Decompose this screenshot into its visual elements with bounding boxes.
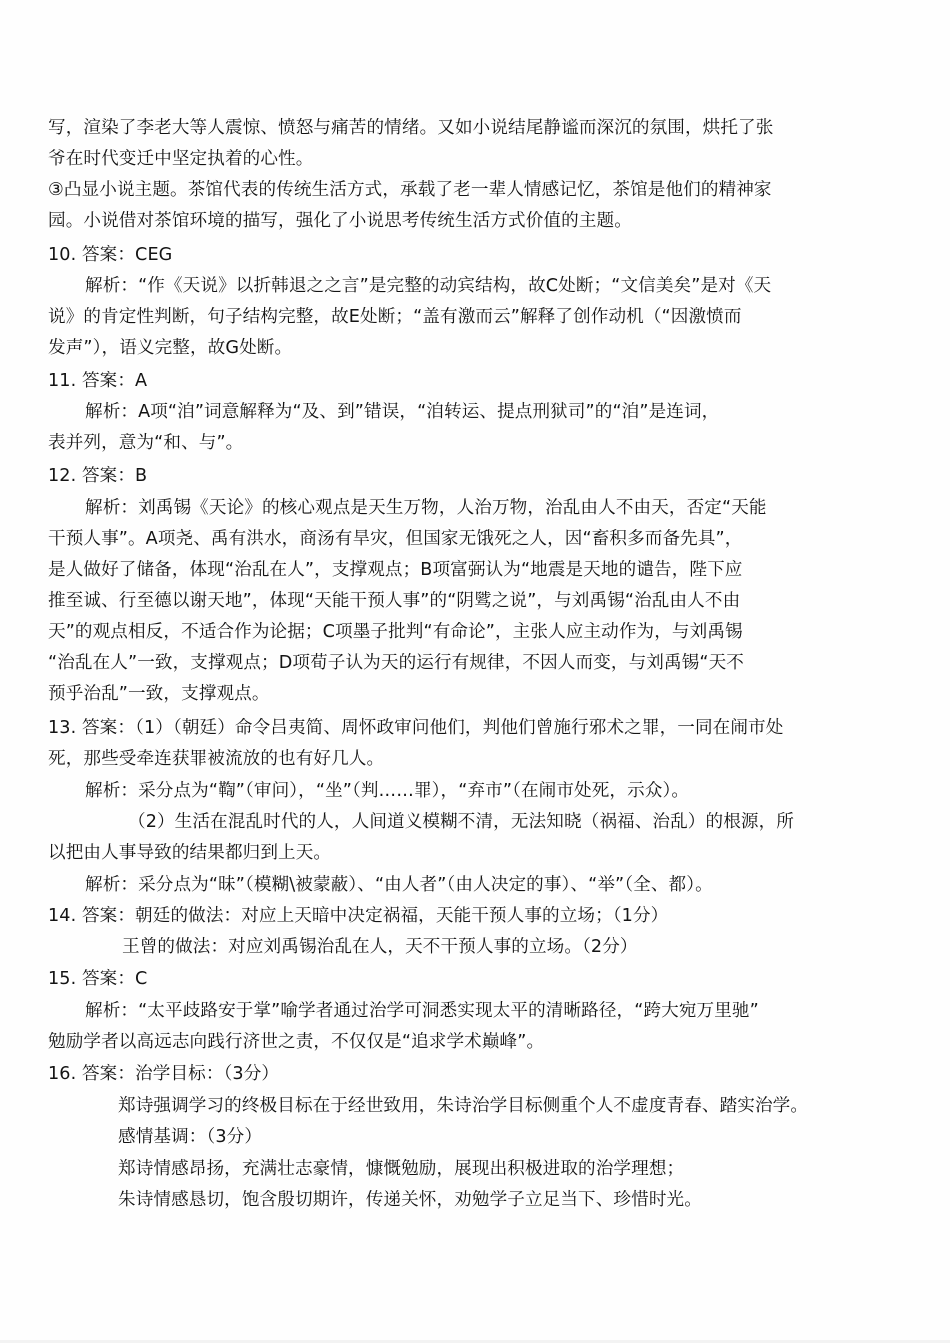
answer-10-analysis: 解析：“作《天说》以折韩退之之言”是完整的动宾结构，故C处断；“文信美矣”是对《天 bbox=[85, 276, 772, 296]
answer-12-analysis: 解析：刘禹锡《天论》的核心观点是天生万物，人治万物，治乱由人不由天，否定“天能 bbox=[85, 498, 767, 518]
answer-13-translation-2: （2）生活在混乱时代的人，人间道义模糊不清，无法知晓（祸福、治乱）的根源，所 bbox=[128, 812, 794, 832]
answer-12-analysis: 天”的观点相反，不适合作为论据；C项墨子批判“有命论”，主张人应主动作为，与刘禹锡 bbox=[48, 622, 743, 642]
answer-14-heading: 14. 答案：朝廷的做法：对应上天暗中决定祸福，天能干预人事的立场；（1分） bbox=[48, 906, 669, 926]
answer-15-heading: 15. 答案：C bbox=[48, 969, 148, 989]
answer-12-analysis: 是人做好了储备，体现“治乱在人”，支撑观点；B项富弼认为“地震是天地的谴告，陛下应 bbox=[48, 560, 743, 580]
answer-12-analysis: “治乱在人”一致，支撑观点；D项荀子认为天的运行有规律，不因人而变，与刘禹锡“天不 bbox=[48, 653, 744, 673]
answer-11-analysis: 解析：A项“洎”词意解释为“及、到”错误，“洎转运、提点刑狱司”的“洎”是连词， bbox=[85, 402, 720, 422]
answer-13-analysis-1: 解析：采分点为“鞫”（审问），“坐”（判……罪），“弃市”（在闹市处死，示众）。 bbox=[85, 781, 690, 801]
answer-16-tone-zheng: 郑诗情感昂扬，充满壮志豪情，慷慨勉励，展现出积极进取的治学理想； bbox=[118, 1159, 685, 1179]
answer-13-heading: 13. 答案：（1）（朝廷）命令吕夷简、周怀政审问他们，判他们曾施行邪术之罪，一同在闹市处 bbox=[48, 718, 784, 738]
answer-15-analysis: 解析：“太平歧路安于掌”喻学者通过治学可洞悉实现太平的清晰路径，“跨大宛万里驰” bbox=[85, 1001, 759, 1021]
answer-10-analysis: 发声”），语义完整，故G处断。 bbox=[48, 338, 293, 358]
answer-16-heading: 16. 答案：治学目标：（3分） bbox=[48, 1064, 280, 1084]
answer-13-translation-2: 以把由人事导致的结果都归到上天。 bbox=[48, 843, 332, 863]
paragraph-line-point-3: ③凸显小说主题。茶馆代表的传统生活方式，承载了老一辈人情感记忆，茶馆是他们的精神家 bbox=[48, 180, 772, 200]
answer-14-point-2: 王曾的做法：对应刘禹锡治乱在人，天不干预人事的立场。（2分） bbox=[122, 937, 638, 957]
answer-16-tone-heading: 感情基调：（3分） bbox=[118, 1127, 263, 1147]
paragraph-line-continuation: 写，渲染了李老大等人震惊、愤怒与痛苦的情绪。又如小说结尾静谧而深沉的氛围，烘托了张 bbox=[48, 118, 774, 138]
answer-12-analysis: 推至诚、行至德以谢天地”，体现“天能干预人事”的“阴骘之说”，与刘禹锡“治乱由人不由 bbox=[48, 591, 741, 611]
answer-16-goal-text: 郑诗强调学习的终极目标在于经世致用，朱诗治学目标侧重个人不虚度青春、踏实治学。 bbox=[118, 1096, 809, 1116]
paragraph-line-continuation: 爷在时代变迁中坚定执着的心性。 bbox=[48, 149, 314, 169]
answer-13-analysis-2: 解析：采分点为“昧”（模糊\被蒙蔽）、“由人者”（由人决定的事）、“举”（全、都）。 bbox=[85, 875, 713, 895]
answer-15-analysis: 勉励学者以高远志向践行济世之责，不仅仅是“追求学术巅峰”。 bbox=[48, 1032, 545, 1052]
paragraph-line-point-3: 园。小说借对茶馆环境的描写，强化了小说思考传统生活方式价值的主题。 bbox=[48, 211, 632, 231]
answer-12-analysis: 预乎治乱”一致，支撑观点。 bbox=[48, 684, 270, 704]
answer-13-translation-1: 死，那些受牵连获罪被流放的也有好几人。 bbox=[48, 749, 385, 769]
answer-11-analysis: 表并列，意为“和、与”。 bbox=[48, 433, 244, 453]
answer-10-analysis: 说》的肯定性判断，句子结构完整，故E处断；“盖有激而云”解释了创作动机（“因激愤而 bbox=[48, 307, 742, 327]
answer-11-heading: 11. 答案：A bbox=[48, 371, 148, 391]
answer-12-analysis: 干预人事”。A项尧、禹有洪水，商汤有旱灾，但国家无饿死之人，因“畜积多而备先具”， bbox=[48, 529, 743, 549]
answer-16-tone-zhu: 朱诗情感恳切，饱含殷切期许，传递关怀，劝勉学子立足当下、珍惜时光。 bbox=[118, 1190, 702, 1210]
answer-12-heading: 12. 答案：B bbox=[48, 466, 148, 486]
answer-10-heading: 10. 答案：CEG bbox=[48, 245, 173, 265]
